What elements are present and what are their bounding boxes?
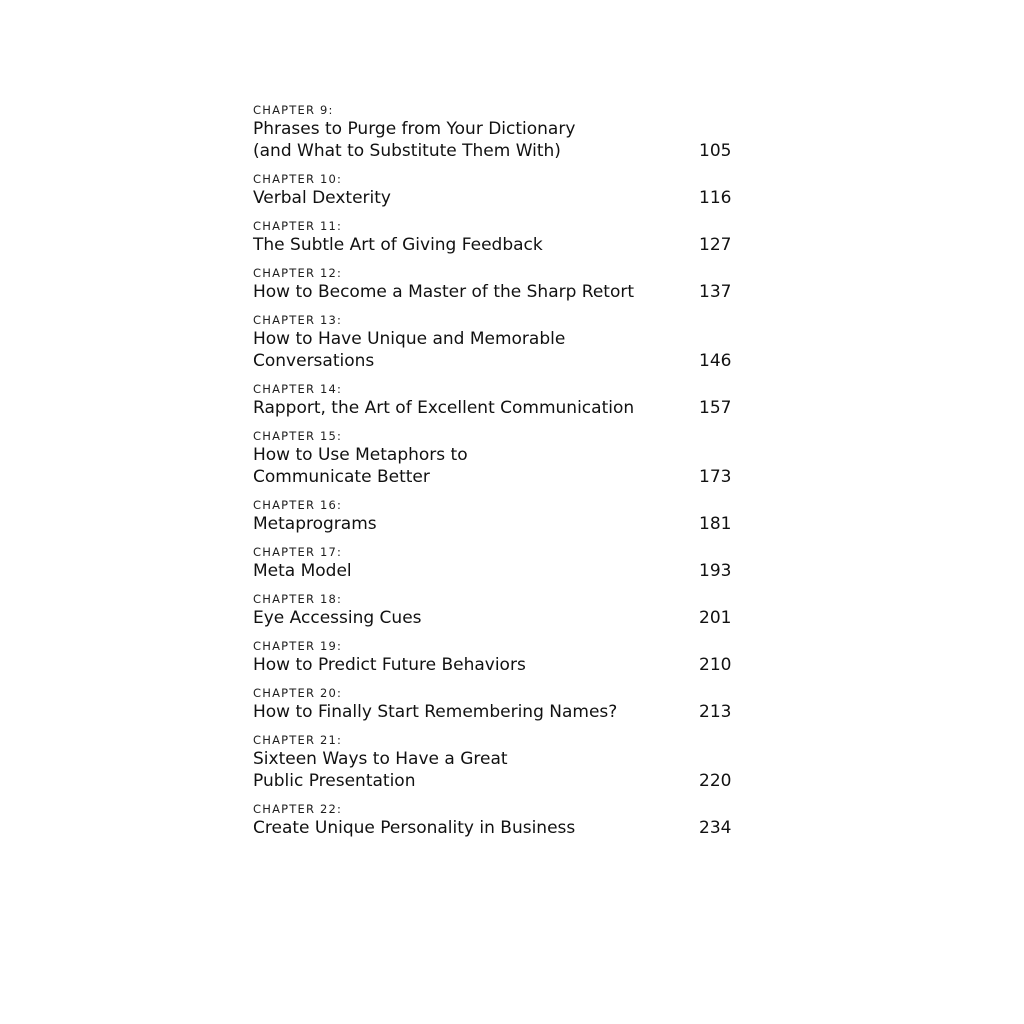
chapter-title: How to Have Unique and Memorable Conversations (253, 329, 566, 371)
chapter-label: CHAPTER 19: (253, 639, 343, 653)
chapter-label: CHAPTER 16: (253, 498, 343, 512)
chapter-title: Verbal Dexterity (253, 188, 391, 208)
page-number: 213 (699, 702, 732, 722)
chapter-title: How to Finally Start Remembering Names? (253, 702, 618, 722)
chapter-label: CHAPTER 22: (253, 802, 343, 816)
page-number: 220 (699, 771, 732, 791)
chapter-label: CHAPTER 13: (253, 313, 343, 327)
chapter-label: CHAPTER 11: (253, 219, 343, 233)
page-number: 157 (699, 398, 732, 418)
chapter-label: CHAPTER 9: (253, 103, 334, 117)
chapter-title: Sixteen Ways to Have a Great Public Presentation (253, 749, 508, 791)
chapter-label: CHAPTER 10: (253, 172, 343, 186)
chapter-title: How to Predict Future Behaviors (253, 655, 526, 675)
chapter-title: Eye Accessing Cues (253, 608, 422, 628)
chapter-label: CHAPTER 17: (253, 545, 343, 559)
page-number: 181 (699, 514, 732, 534)
toc-entry[interactable] (253, 592, 753, 629)
toc-entry[interactable] (253, 429, 753, 488)
toc-entry[interactable] (253, 639, 753, 676)
chapter-title: Metaprograms (253, 514, 377, 534)
page-number: 234 (699, 818, 732, 838)
table-of-contents (253, 103, 753, 849)
chapter-label: CHAPTER 20: (253, 686, 343, 700)
toc-entry[interactable] (253, 313, 753, 372)
chapter-title: Create Unique Personality in Business (253, 818, 576, 838)
toc-entry[interactable] (253, 498, 753, 535)
page-number: 146 (699, 351, 732, 371)
page-number: 137 (699, 282, 732, 302)
chapter-title: How to Use Metaphors to Communicate Better (253, 445, 468, 487)
chapter-title: Meta Model (253, 561, 352, 581)
toc-entry[interactable] (253, 103, 753, 162)
toc-entry[interactable] (253, 172, 753, 209)
chapter-label: CHAPTER 12: (253, 266, 343, 280)
page-number: 210 (699, 655, 732, 675)
page-number: 193 (699, 561, 732, 581)
chapter-title: How to Become a Master of the Sharp Retort (253, 282, 635, 302)
toc-entry[interactable] (253, 686, 753, 723)
toc-entry[interactable] (253, 545, 753, 582)
chapter-label: CHAPTER 21: (253, 733, 343, 747)
page-number: 105 (699, 141, 732, 161)
chapter-label: CHAPTER 15: (253, 429, 343, 443)
chapter-title: The Subtle Art of Giving Feedback (253, 235, 543, 255)
chapter-label: CHAPTER 18: (253, 592, 343, 606)
page-number: 173 (699, 467, 732, 487)
page-number: 201 (699, 608, 732, 628)
toc-entry[interactable] (253, 219, 753, 256)
toc-entry[interactable] (253, 382, 753, 419)
page-number: 127 (699, 235, 732, 255)
chapter-title: Phrases to Purge from Your Dictionary (and What to Substitute Them With) (253, 119, 576, 161)
toc-entry[interactable] (253, 802, 753, 839)
toc-entry[interactable] (253, 733, 753, 792)
chapter-title: Rapport, the Art of Excellent Communication (253, 398, 635, 418)
toc-entry[interactable] (253, 266, 753, 303)
chapter-label: CHAPTER 14: (253, 382, 343, 396)
page-number: 116 (699, 188, 732, 208)
